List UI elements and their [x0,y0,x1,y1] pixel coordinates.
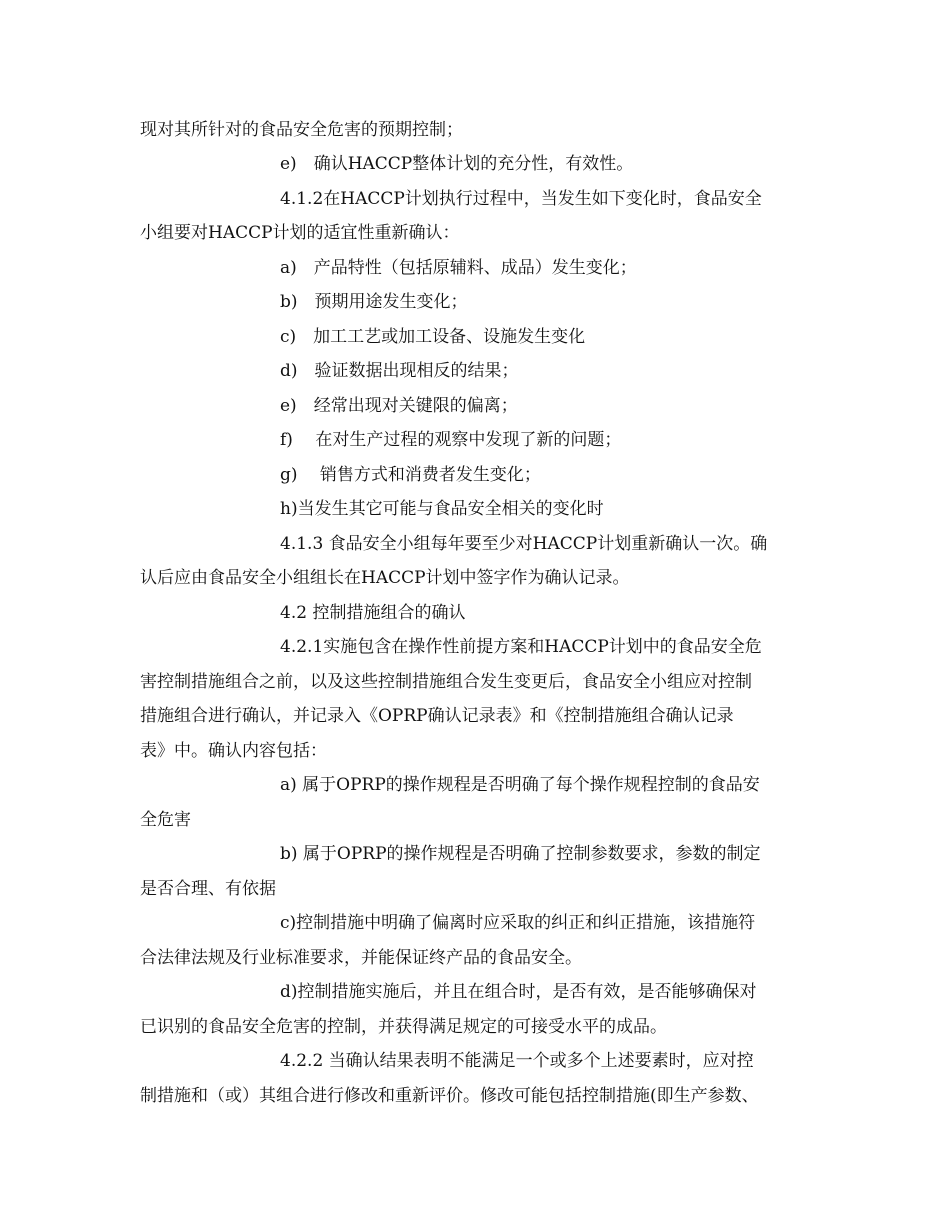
text-line: 认后应由食品安全小组组长在HACCP计划中签字作为确认记录。 [140,568,630,588]
section-heading: 4.2 控制措施组合的确认 [280,603,466,623]
text-line: 全危害 [140,810,191,830]
text-line: 4.2.1实施包含在操作性前提方案和HACCP计划中的食品安全危 [280,637,762,657]
list-item: h)当发生其它可能与食品安全相关的变化时 [280,499,604,519]
list-item: e) 经常出现对关键限的偏离； [280,396,518,416]
list-item: a) 属于OPRP的操作规程是否明确了每个操作规程控制的食品安 [280,775,760,795]
list-item: a) 产品特性（包括原辅料、成品）发生变化； [280,258,637,278]
list-item: c) 加工工艺或加工设备、设施发生变化 [280,327,586,347]
list-item: d) 验证数据出现相反的结果； [280,361,519,381]
text-line: 小组要对HACCP计划的适宜性重新确认： [140,223,460,243]
list-item: c)控制措施中明确了偏离时应采取的纠正和纠正措施，该措施符 [280,913,756,933]
text-line: 表》中。确认内容包括： [140,741,327,761]
text-line: 合法律法规及行业标准要求，并能保证终产品的食品安全。 [140,948,582,968]
text-line: 现对其所针对的食品安全危害的预期控制； [140,120,463,140]
text-line: e) 确认HACCP整体计划的充分性，有效性。 [280,154,634,174]
list-item: g) 销售方式和消费者发生变化； [280,465,541,485]
text-line: 害控制措施组合之前，以及这些控制措施组合发生变更后，食品安全小组应对控制 [140,672,752,692]
text-line: 4.1.3 食品安全小组每年要至少对HACCP计划重新确认一次。确 [280,534,768,554]
text-line: 措施组合进行确认，并记录入《OPRP确认记录表》和《控制措施组合确认记录 [140,706,734,726]
text-line: 4.1.2在HACCP计划执行过程中，当发生如下变化时，食品安全 [280,189,762,209]
list-item: b) 预期用途发生变化； [280,292,468,312]
list-item: f) 在对生产过程的观察中发现了新的问题； [280,430,622,450]
text-line: 是否合理、有依据 [140,879,276,899]
text-line: 4.2.2 当确认结果表明不能满足一个或多个上述要素时，应对控 [280,1051,754,1071]
list-item: b) 属于OPRP的操作规程是否明确了控制参数要求，参数的制定 [280,844,761,864]
text-line: 制措施和（或）其组合进行修改和重新评价。修改可能包括控制措施(即生产参数、 [140,1086,759,1106]
list-item: d)控制措施实施后，并且在组合时，是否有效，是否能够确保对 [280,982,757,1002]
text-line: 已识别的食品安全危害的控制，并获得满足规定的可接受水平的成品。 [140,1017,667,1037]
